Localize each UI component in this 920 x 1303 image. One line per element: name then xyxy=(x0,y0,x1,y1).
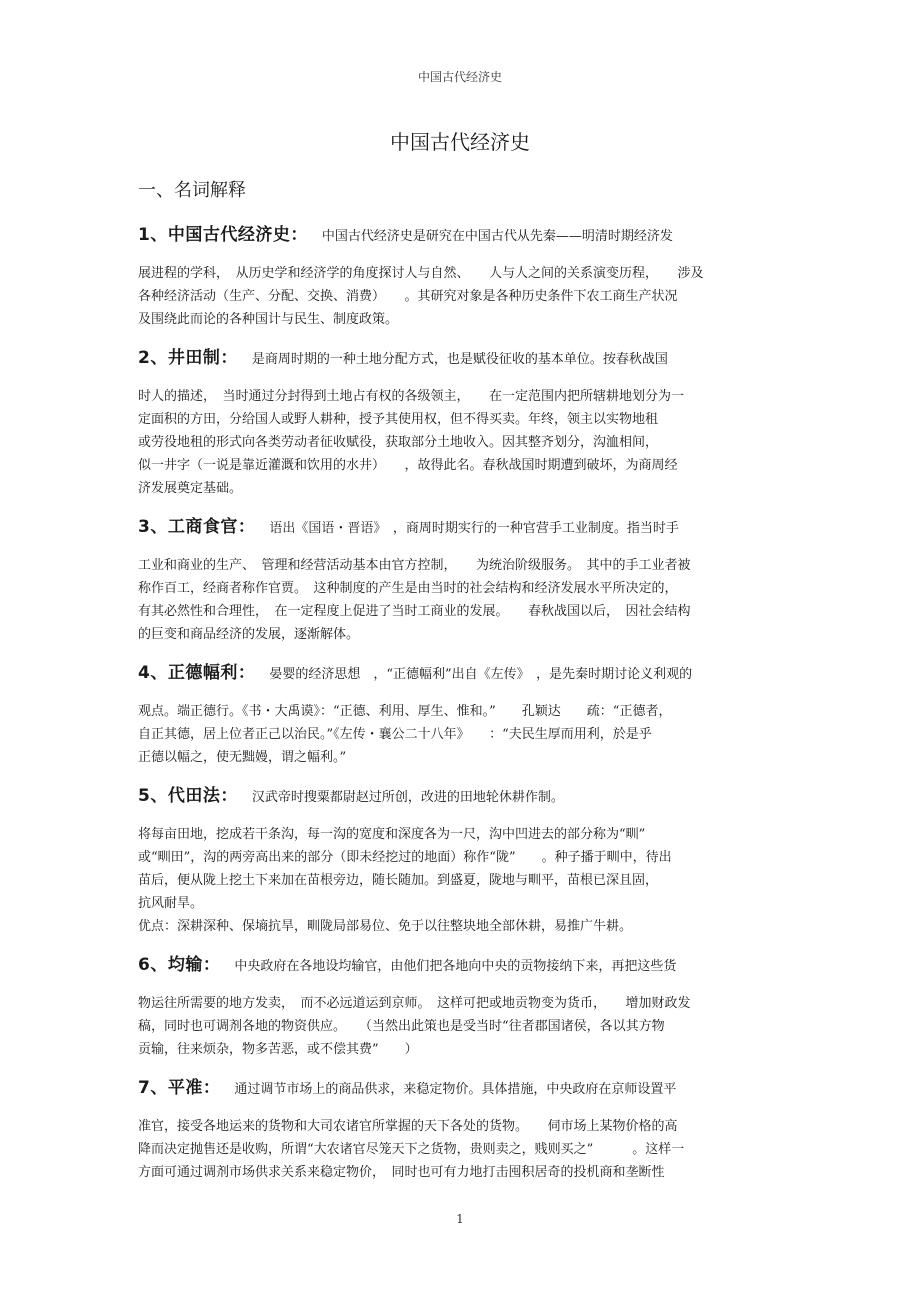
page-number: 1 xyxy=(456,1212,464,1226)
entry-body-line: 定面积的方田，分给国人或野人耕种，授予其使用权，但不得买卖。年终，领主以实物地租 xyxy=(138,412,659,427)
entry-heading-line xyxy=(138,1067,782,1109)
entry-term: 4、正德幅利： xyxy=(138,663,256,683)
glossary-entry xyxy=(138,944,782,1061)
entry-term: 3、工商食官： xyxy=(138,517,256,537)
entry-term: 7、平准： xyxy=(138,1078,221,1098)
entry-body-line: 工业和商业的生产、 管理和经营活动基本由官方控制， 为统治阶级服务。 其中的手工业者被 xyxy=(138,558,691,573)
entry-heading-line xyxy=(138,775,782,817)
glossary-entry xyxy=(138,337,782,500)
entry-body-line: 或劳役地租的形式向各类劳动者征收赋役，获取部分土地收入。因其整齐划分，沟洫相间， xyxy=(138,435,659,450)
running-header: 中国古代经济史 xyxy=(417,70,502,84)
entry-body-line: 稿，同时也可调剂各地的物资供应。 （当然出此策也是受当时“往者郡国诸侯，各以其方物 xyxy=(138,1019,665,1034)
entry-body-line: 准官，接受各地运来的货物和大司农诸官所掌握的天下各处的货物。 伺市场上某物价格的高 xyxy=(138,1119,678,1134)
entry-body-line: 抗风耐旱。 xyxy=(138,896,204,911)
entry-first-line: 是商周时期的一种土地分配方式，也是赋役征收的基本单位。按春秋战国 xyxy=(251,352,668,367)
entry-body-line: 优点：深耕深种、保墒抗旱，甽陇局部易位、免于以往整块地全部休耕，易推广牛耕。 xyxy=(138,919,633,934)
glossary-entry xyxy=(138,506,782,646)
entry-heading-line xyxy=(138,214,782,256)
entry-body-line: 时人的描述， 当时通过分封得到土地占有权的各级领主， 在一定范围内把所辖耕地划分为一 xyxy=(138,389,685,404)
glossary-content xyxy=(138,214,782,1184)
entry-heading-line xyxy=(138,337,782,379)
entry-first-line: 汉武帝时搜粟都尉赵过所创，改进的田地轮休耕作制。 xyxy=(251,790,564,805)
entry-body-line: 观点。端正德行。《书・大禹谟》：“正德、利用、厚生、惟和。” 孔颖达 疏：“正德者， xyxy=(138,704,672,719)
entry-term: 6、均输： xyxy=(138,955,221,975)
entry-body-line: 方面可通过调剂市场供求关系来稳定物价， 同时也可有力地打击囤积居奇的投机商和垄断性 xyxy=(138,1165,665,1180)
entry-body-line: 各种经济活动（生产、分配、交换、消费） 。其研究对象是各种历史条件下农工商生产状况 xyxy=(138,289,678,304)
entry-body-line: 及围绕此而论的各种国计与民生、制度政策。 xyxy=(138,312,399,327)
entry-body-line: 称作百工，经商者称作官贾。 这种制度的产生是由当时的社会结构和经济发展水平所决定的， xyxy=(138,581,678,596)
entry-body-line: 似一井字（一说是靠近灌溉和饮用的水井） ，故得此名。春秋战国时期遭到破坏，为商周经 xyxy=(138,458,678,473)
entry-term: 5、代田法： xyxy=(138,786,238,806)
entry-body-line: 有其必然性和合理性， 在一定程度上促进了当时工商业的发展。 春秋战国以后， 因社会结构 xyxy=(138,604,691,619)
entry-body-line: 物运往所需要的地方发卖， 而不必远道运到京师。 这样可把或地贡物变为货币， 增加财政发 xyxy=(138,996,691,1011)
entry-first-line: 晏婴的经济思想 ，“正德幅利”出自《左传》 ，是先秦时期讨论义利观的 xyxy=(269,667,693,682)
entry-body-line: 将每亩田地，挖成若干条沟，每一沟的宽度和深度各为一尺，沟中凹进去的部分称为“甽” xyxy=(138,827,646,842)
entry-body-line: 正德以幅之，使无黜嫚，谓之幅利。” xyxy=(138,750,347,765)
entry-term: 1、中国古代经济史： xyxy=(138,225,308,245)
entry-first-line: 中国古代经济史是研究在中国古代从先秦——明清时期经济发 xyxy=(321,229,673,244)
glossary-entry xyxy=(138,1067,782,1184)
entry-body-line: 展进程的学科， 从历史学和经济学的角度探讨人与自然、 人与人之间的关系演变历程， 涉及 xyxy=(138,266,704,281)
entry-term: 2、井田制： xyxy=(138,348,238,368)
entry-first-line: 中央政府在各地设均输官，由他们把各地向中央的贡物接纳下来，再把这些货 xyxy=(234,959,677,974)
entry-first-line: 语出《国语・晋语》 ，商周时期实行的一种官营手工业制度。指当时手 xyxy=(269,521,679,536)
entry-first-line: 通过调节市场上的商品供求，来稳定物价。具体措施，中央政府在京师设置平 xyxy=(234,1082,677,1097)
entry-body-line: 贡输，往来烦杂，物多苦恶，或不偿其费” ） xyxy=(138,1042,418,1057)
section-heading: 一、名词解释 xyxy=(138,180,246,201)
entry-body-line: 自正其德，居上位者正己以治民。”《左传・襄公二十八年》 ：“夫民生厚而用利，於是乎 xyxy=(138,727,652,742)
entry-body-line: 苗后，便从陇上挖土下来加在苗根旁边，随长随加。到盛夏，陇地与甽平，苗根已深且固， xyxy=(138,873,659,888)
entry-body-line: 的巨变和商品经济的发展，逐渐解体。 xyxy=(138,627,360,642)
glossary-entry xyxy=(138,214,782,331)
entry-body-line: 济发展奠定基础。 xyxy=(138,481,243,496)
entry-heading-line xyxy=(138,652,782,694)
document-title: 中国古代经济史 xyxy=(390,130,530,154)
entry-heading-line xyxy=(138,506,782,548)
entry-heading-line xyxy=(138,944,782,986)
glossary-entry xyxy=(138,652,782,769)
entry-body-line: 降而决定抛售还是收购，所谓“大农诸官尽笼天下之货物，贵则卖之，贱则买之” 。这样一 xyxy=(138,1142,685,1157)
entry-body-line: 或“甽田”，沟的两旁高出来的部分（即未经挖过的地面）称作“陇” 。种子播于甽中，待出 xyxy=(138,850,672,865)
glossary-entry xyxy=(138,775,782,938)
